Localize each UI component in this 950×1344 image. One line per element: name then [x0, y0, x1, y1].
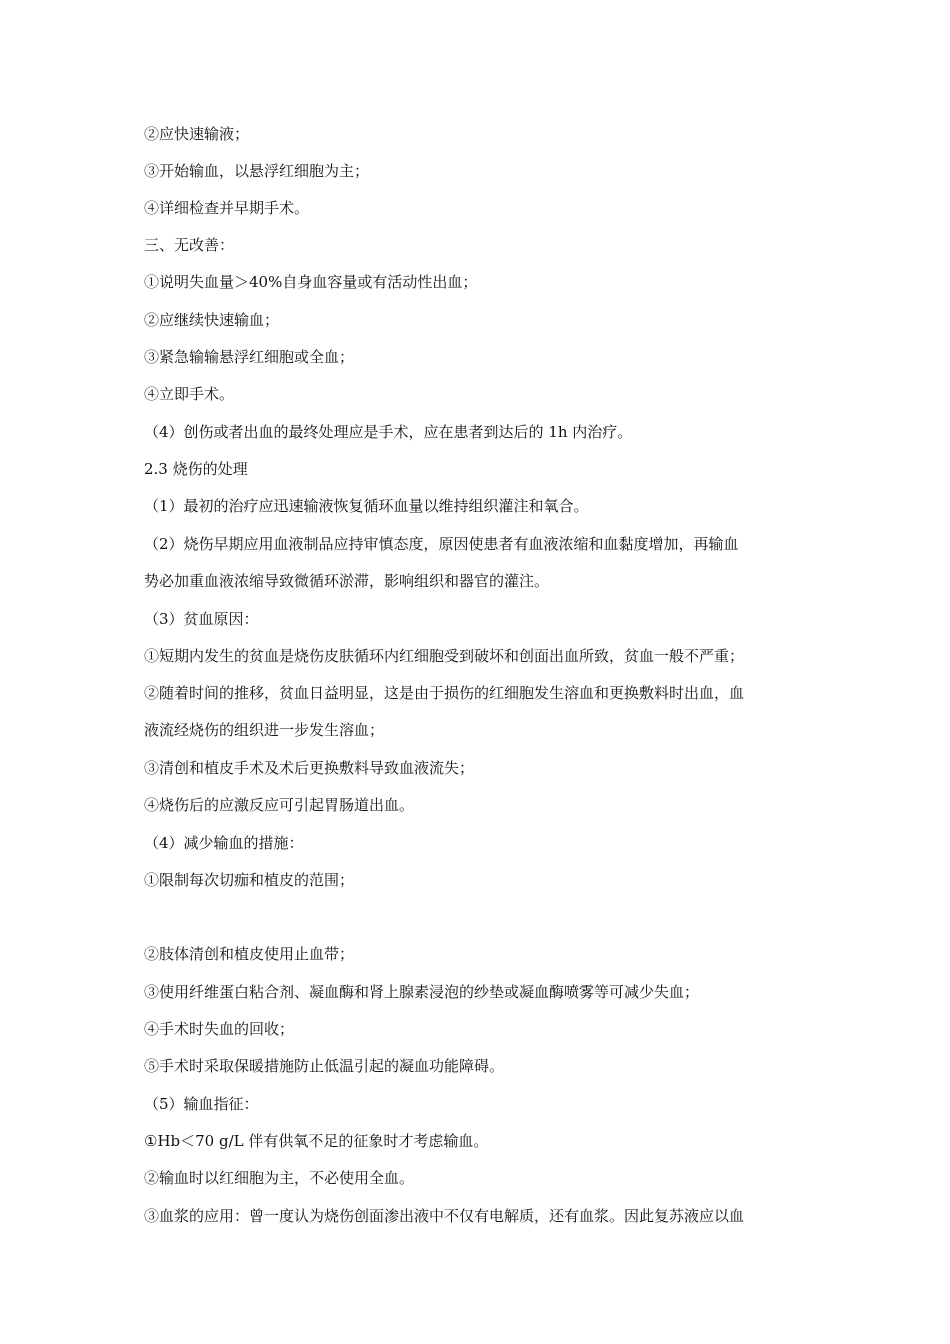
text-line: ②应快速输液； [144, 125, 250, 143]
text-line: ②随着时间的推移，贫血日益明显，这是由于损伤的红细胞发生溶血和更换敷料时出血，血 [144, 684, 745, 702]
text-line: ③清创和植皮手术及术后更换敷料导致血液流失； [144, 759, 475, 777]
text-line: ①限制每次切痂和植皮的范围； [144, 871, 355, 889]
section-heading: 2.3 烧伤的处理 [144, 460, 248, 478]
text-line: ②应继续快速输血； [144, 311, 280, 329]
text-line: ④烧伤后的应激反应可引起胃肠道出血。 [144, 796, 415, 814]
text-line: ①说明失血量＞40%自身血容量或有活动性出血； [144, 273, 478, 291]
text-line: （4）创伤或者出血的最终处理应是手术，应在患者到达后的 1h 内治疗。 [144, 423, 633, 441]
text-line: ③开始输血，以悬浮红细胞为主； [144, 162, 370, 180]
text-line: ③使用纤维蛋白粘合剂、凝血酶和肾上腺素浸泡的纱垫或凝血酶喷雾等可减少失血； [144, 983, 700, 1001]
text-line: ②肢体清创和植皮使用止血带； [144, 945, 355, 963]
text-line: （5）输血指征： [144, 1095, 259, 1113]
text-line: ③紧急输输悬浮红细胞或全血； [144, 348, 355, 366]
text-line: （3）贫血原因： [144, 610, 259, 628]
text-line: ④详细检查并早期手术。 [144, 199, 310, 217]
text-line: ②输血时以红细胞为主，不必使用全血。 [144, 1169, 415, 1187]
text-line: ①短期内发生的贫血是烧伤皮肤循环内红细胞受到破坏和创面出血所致，贫血一般不严重； [144, 647, 745, 665]
text-line: ⑤手术时采取保暖措施防止低温引起的凝血功能障碍。 [144, 1057, 505, 1075]
text-line: 液流经烧伤的组织进一步发生溶血； [144, 721, 385, 739]
text-line: （4）减少输血的措施： [144, 834, 304, 852]
text-line: （2）烧伤早期应用血液制品应持审慎态度，原因使患者有血液浓缩和血黏度增加，再输血 [144, 535, 739, 553]
text-line: ①Hb＜70 g/L 伴有供氧不足的征象时才考虑输血。 [144, 1132, 489, 1150]
section-heading: 三、无改善： [144, 236, 235, 254]
text-line: ④立即手术。 [144, 385, 235, 403]
text-line: （1）最初的治疗应迅速输液恢复循环血量以维持组织灌注和氧合。 [144, 497, 589, 515]
text-line: 势必加重血液浓缩导致微循环淤滞，影响组织和器官的灌注。 [144, 572, 550, 590]
text-line: ④手术时失血的回收； [144, 1020, 295, 1038]
text-line: ③血浆的应用：曾一度认为烧伤创面渗出液中不仅有电解质，还有血浆。因此复苏液应以血 [144, 1207, 745, 1225]
